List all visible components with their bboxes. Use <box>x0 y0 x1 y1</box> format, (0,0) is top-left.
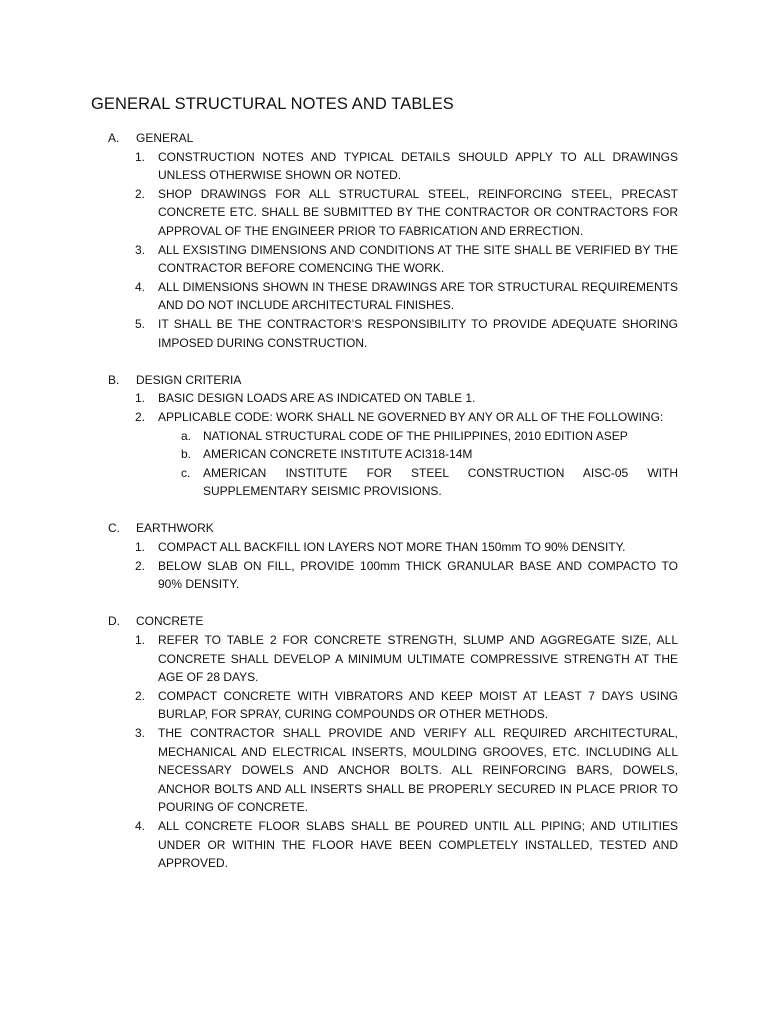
item-number: 3. <box>135 726 146 740</box>
item-text: COMPACT ALL BACKFILL ION LAYERS NOT MORE THAN 150mm TO 90% DENSITY. <box>158 540 626 555</box>
sub-item-letter: c. <box>181 465 191 480</box>
item-text: APPLICABLE CODE: WORK SHALL NE GOVERNED BY ANY OR ALL OF THE FOLLOWING: <box>158 409 664 424</box>
section-heading <box>108 129 678 148</box>
item-text: SHOP DRAWINGS FOR ALL STRUCTURAL STEEL, REINFORCING STEEL, PRECAST CONCRETE ETC. SHALL BE SUBMITTED BY THE CONTRACTOR OR CONTRACTORS FOR APPROVAL OF THE ENGINEER PRIOR TO FABRICATION AND ERRECTION. <box>158 186 678 238</box>
section-letter: D. <box>108 614 120 629</box>
section-heading <box>108 519 678 538</box>
item-number: 1. <box>135 540 146 555</box>
sub-item-letter: b. <box>181 447 192 462</box>
sub-list-item <box>108 464 678 501</box>
item-number: 4. <box>135 279 146 294</box>
item-text: BELOW SLAB ON FILL, PROVIDE 100mm THICK GRANULAR BASE AND COMPACTO TO 90% DENSITY. <box>158 558 678 592</box>
item-text: ALL EXSISTING DIMENSIONS AND CONDITIONS AT THE SITE SHALL BE VERIFIED BY THE CONTRACTOR BEFORE COMENCING THE WORK. <box>158 242 678 276</box>
item-number: 2. <box>135 186 146 201</box>
list-item <box>108 557 678 594</box>
list-item <box>108 278 678 315</box>
item-text: IT SHALL BE THE CONTRACTOR’S RESPONSIBILITY TO PROVIDE ADEQUATE SHORING IMPOSED DURING CONSTRUCTION. <box>158 316 678 350</box>
section-heading <box>108 371 678 390</box>
list-item <box>108 687 678 724</box>
list-item <box>108 817 678 873</box>
section-letter: B. <box>108 372 120 387</box>
item-number: 1. <box>135 633 146 648</box>
list-item <box>108 538 678 557</box>
item-text: ALL CONCRETE FLOOR SLABS SHALL BE POURED UNTIL ALL PIPING; AND UTILITIES UNDER OR WITHIN THE FLOOR HAVE BEEN COMPLETELY INSTALLED, TESTED AND APPROVED. <box>158 818 678 871</box>
item-number: 2. <box>135 558 146 573</box>
item-text: ALL DIMENSIONS SHOWN IN THESE DRAWINGS ARE TOR STRUCTURAL REQUIREMENTS AND DO NOT INCLUDE ARCHITECTURAL FINISHES. <box>158 279 678 313</box>
list-item <box>108 315 678 352</box>
list-item <box>108 241 678 278</box>
sub-item-text: AMERICAN CONCRETE INSTITUTE ACI318-14M <box>203 447 473 462</box>
sub-list-item <box>108 427 678 446</box>
item-number: 1. <box>135 391 146 406</box>
item-text: THE CONTRACTOR SHALL PROVIDE AND VERIFY ALL REQUIRED ARCHITECTURAL, MECHANICAL AND ELECTRICAL INSERTS, MOULDING GROOVES, ETC. INCLUDING ALL NECESSARY DOWELS AND ANCHOR BOLTS. ALL REINFORCING BARS, DOWELS, ANCHOR BOLTS AND ALL INSERTS SHALL BE PROPERLY SECURED IN PLACE PRIOR TO POURING OF CONCRETE. <box>158 726 678 815</box>
section-general <box>108 129 678 352</box>
item-number: 3. <box>135 242 146 257</box>
item-text: CONSTRUCTION NOTES AND TYPICAL DETAILS SHOULD APPLY TO ALL DRAWINGS UNLESS OTHERWISE SHOWN OR NOTED. <box>158 149 678 183</box>
list-item <box>108 389 678 408</box>
sub-item-letter: a. <box>181 428 192 443</box>
document-title: GENERAL STRUCTURAL NOTES AND TABLES <box>91 95 454 113</box>
section-letter: C. <box>108 521 120 536</box>
item-number: 4. <box>135 818 146 833</box>
section-earthwork <box>108 519 678 593</box>
item-text: REFER TO TABLE 2 FOR CONCRETE STRENGTH, SLUMP AND AGGREGATE SIZE, ALL CONCRETE SHALL DEVELOP A MINIMUM ULTIMATE COMPRESSIVE STRENGTH AT THE AGE OF 28 DAYS. <box>158 633 678 685</box>
section-letter: A. <box>108 131 120 145</box>
section-title: EARTHWORK <box>136 521 214 536</box>
item-number: 1. <box>135 149 146 164</box>
sub-item-text: NATIONAL STRUCTURAL CODE OF THE PHILIPPINES, 2010 EDITION ASEP <box>203 428 628 443</box>
sub-list-item <box>108 445 678 464</box>
section-title: CONCRETE <box>136 614 204 629</box>
item-number: 5. <box>135 316 146 331</box>
item-number: 2. <box>135 409 146 424</box>
section-title: DESIGN CRITERIA <box>136 372 242 387</box>
list-item <box>108 408 678 427</box>
notes-body <box>108 129 678 891</box>
section-title: GENERAL <box>136 131 194 145</box>
item-text: COMPACT CONCRETE WITH VIBRATORS AND KEEP MOIST AT LEAST 7 DAYS USING BURLAP, FOR SPRAY, CURING COMPOUNDS OR OTHER METHODS. <box>158 688 678 722</box>
list-item <box>108 631 678 687</box>
section-heading <box>108 612 678 631</box>
section-design-criteria <box>108 371 678 501</box>
list-item <box>108 724 678 817</box>
sub-item-text: AMERICAN INSTITUTE FOR STEEL CONSTRUCTION AISC-05 WITH SUPPLEMENTARY SEISMIC PROVISIONS. <box>203 465 678 499</box>
list-item <box>108 185 678 241</box>
item-number: 2. <box>135 688 146 703</box>
list-item <box>108 148 678 185</box>
item-text: BASIC DESIGN LOADS ARE AS INDICATED ON TABLE 1. <box>158 391 476 406</box>
section-concrete <box>108 612 678 872</box>
